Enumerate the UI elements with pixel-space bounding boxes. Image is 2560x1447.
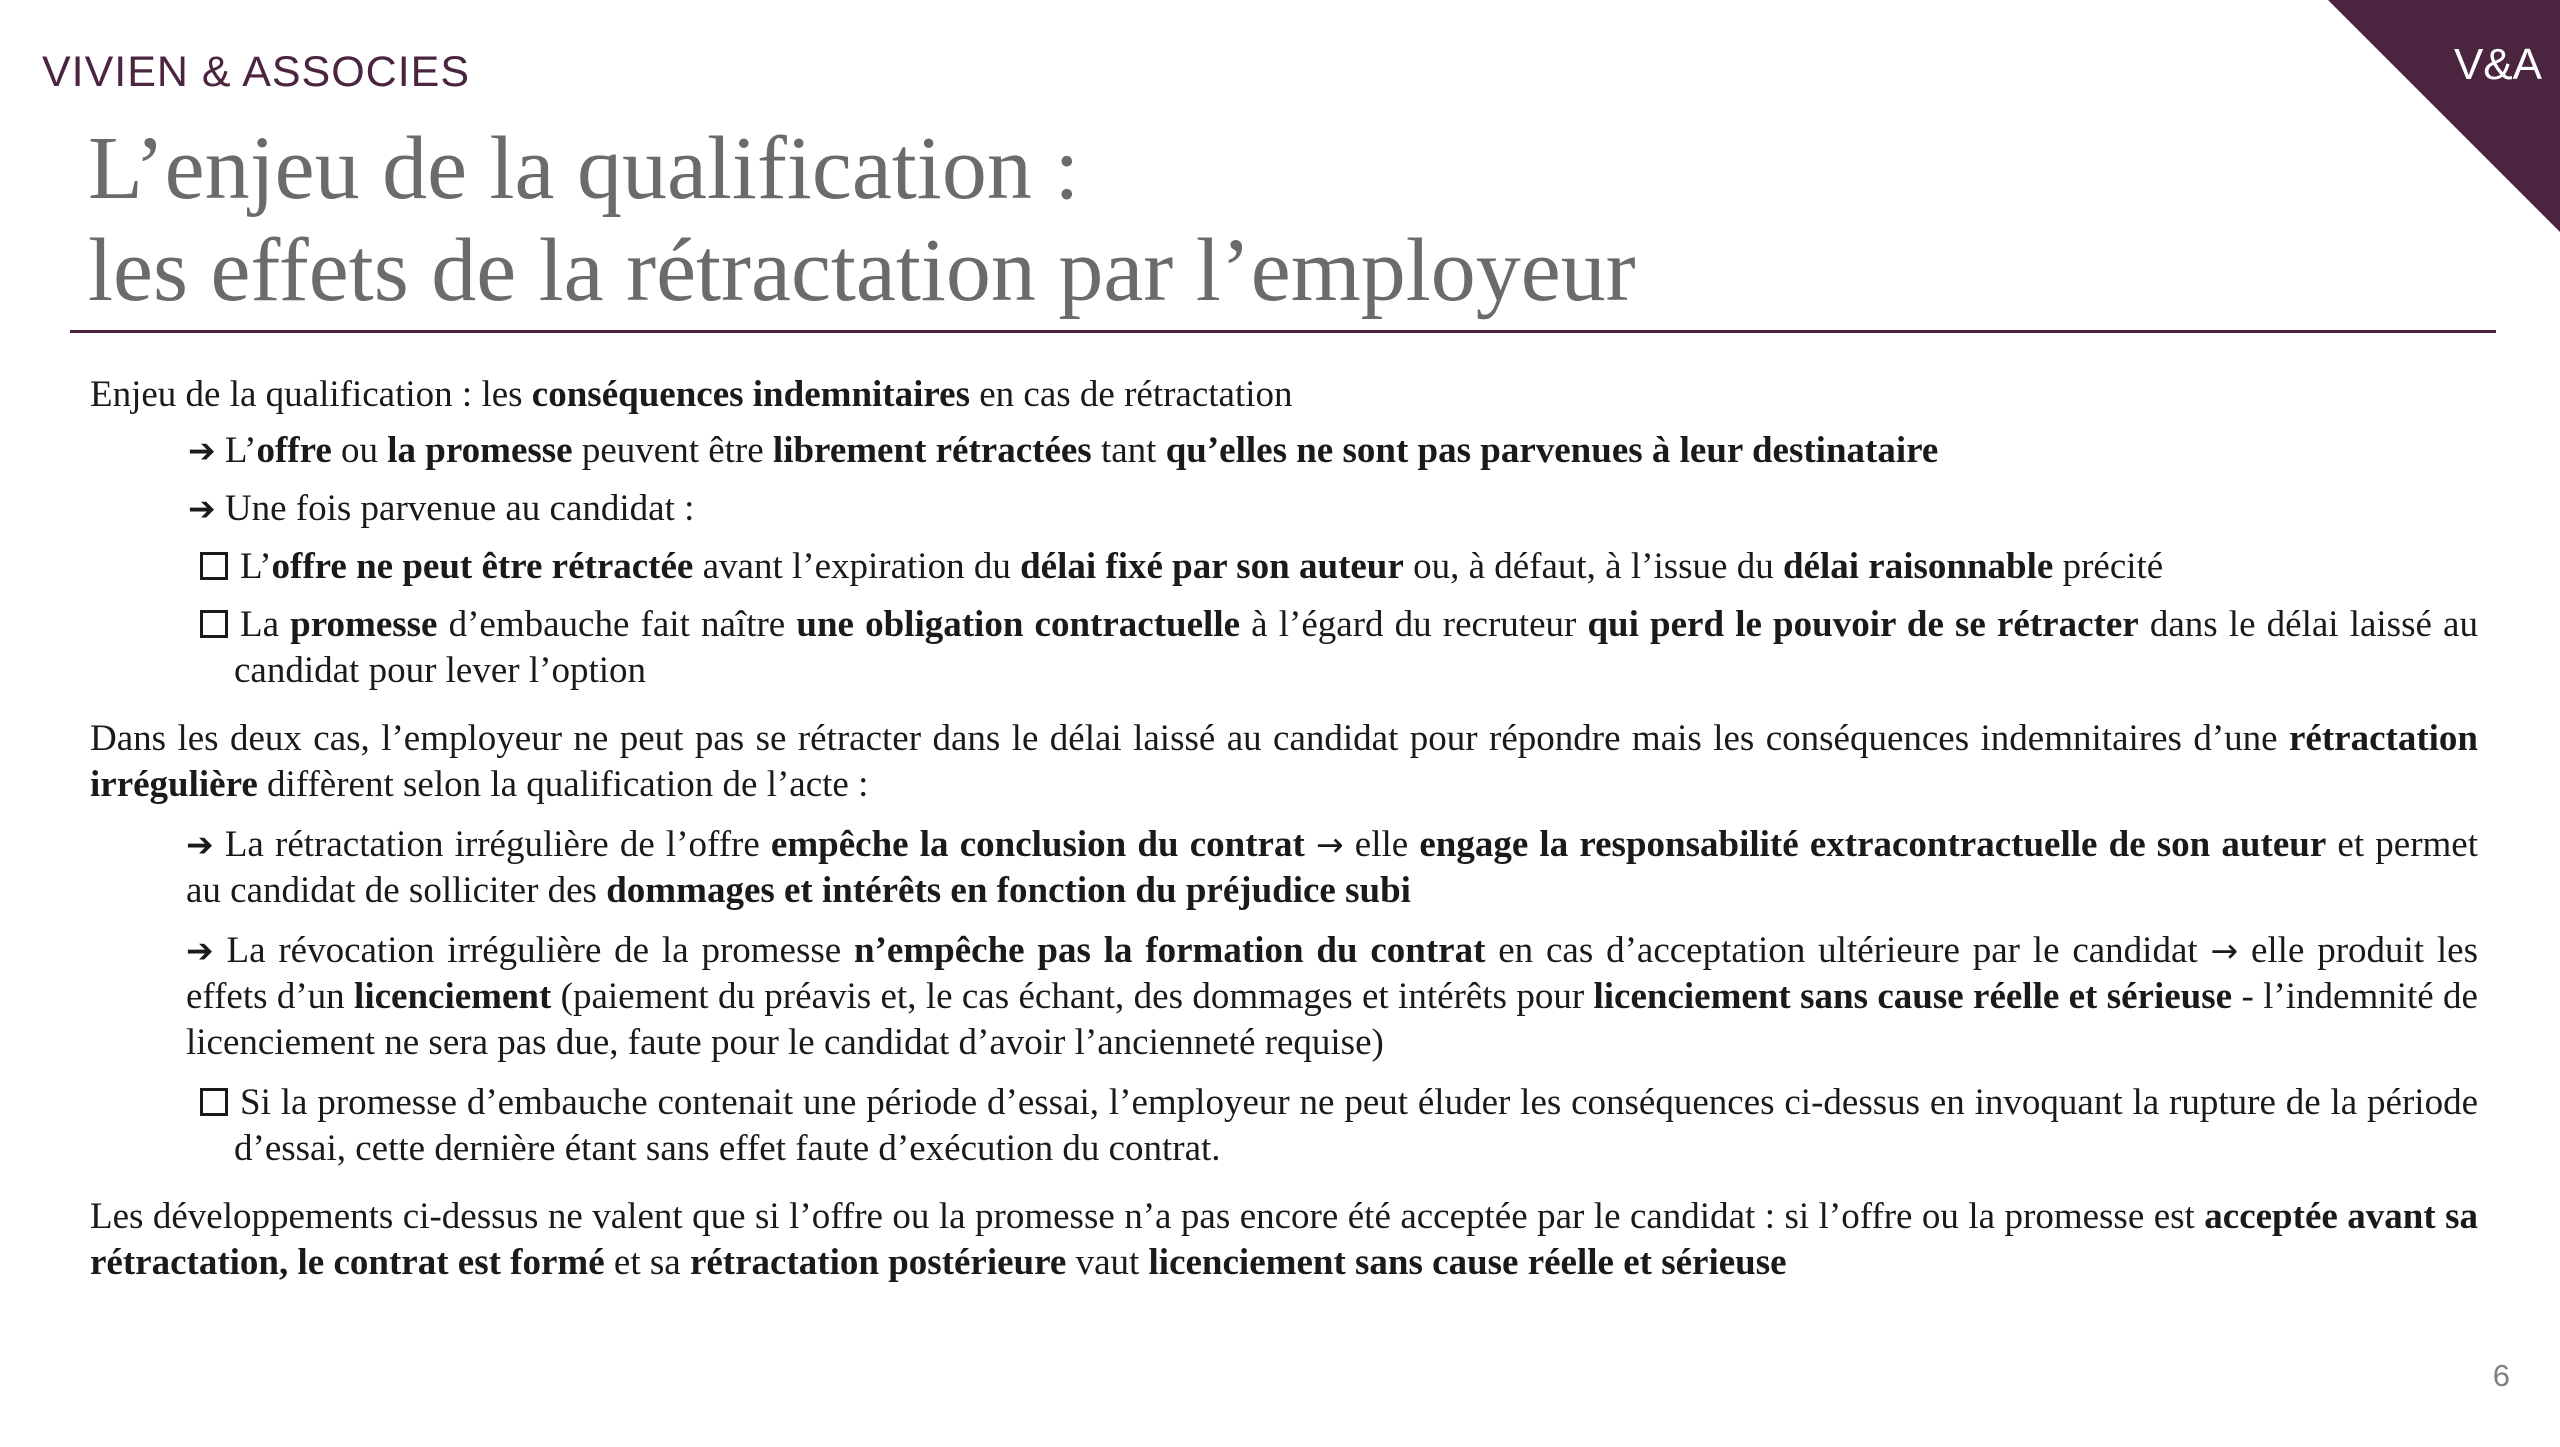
checkbox-bullet-trial-period: Si la promesse d’embauche contenait une période d’essai, l’employeur ne peut éluder les conséquences ci-dessus en invoquant la rupture de la période d’essai, cette dernière étant sans effet faute d’exécution du contrat.: [90, 1080, 2478, 1172]
arrow-bullet-offer-retractable: ➔ L’offre ou la promesse peuvent être librement rétractées tant qu’elles ne sont pas parvenues à leur destinataire: [188, 430, 1939, 471]
slide-body: [90, 372, 2478, 1286]
arrow-icon: ➔: [186, 931, 214, 970]
corner-logo-text: V&A: [2453, 40, 2542, 89]
title-line-1: L’enjeu de la qualification :: [88, 119, 1080, 218]
checkbox-icon: [200, 610, 228, 638]
thin-arrow-icon: →: [2210, 931, 2239, 970]
arrow-bullet-promise-revocation: ➔ La révocation irrégulière de la promesse n’empêche pas la formation du contrat en cas d’acceptation ultérieure par le candidat → elle produit les effets d’un licenciement (paiement du préavis et, le cas échant, des dommages et intérêts pour licenciement sans cause réelle et sérieuse - l’indemnité de licenciement ne sera pas due, faute pour le candidat d’avoir l’ancienneté requise): [186, 930, 2478, 1063]
arrow-bullet-once-received: ➔ Une fois parvenue au candidat :: [188, 488, 695, 529]
checkbox-bullet-promise: La promesse d’embauche fait naître une obligation contractuelle à l’égard du recruteur qui perd le pouvoir de se rétracter dans le délai laissé au candidat pour lever l’option: [90, 602, 2478, 694]
arrow-icon: ➔: [188, 489, 216, 528]
page-number: 6: [2492, 1358, 2510, 1393]
slide-title: [88, 118, 1636, 322]
title-line-2: les effets de la rétractation par l’employeur: [88, 221, 1636, 320]
arrow-icon: ➔: [186, 825, 214, 864]
title-divider: [70, 330, 2496, 333]
intro-paragraph: Enjeu de la qualification : les conséquences indemnitaires en cas de rétractation: [90, 374, 1293, 415]
checkbox-bullet-offer: L’offre ne peut être rétractée avant l’expiration du délai fixé par son auteur ou, à défaut, à l’issue du délai raisonnable précité: [90, 544, 2478, 590]
paragraph-both-cases: Dans les deux cas, l’employeur ne peut pas se rétracter dans le délai laissé au candidat pour répondre mais les conséquences indemnitaires d’une rétractation irrégulière diffèrent selon la qualification de l’acte :: [90, 718, 2478, 805]
checkbox-icon: [200, 552, 228, 580]
thin-arrow-icon: →: [1315, 825, 1344, 864]
corner-triangle: [2328, 0, 2560, 232]
closing-paragraph: Les développements ci-dessus ne valent que si l’offre ou la promesse n’a pas encore été acceptée par le candidat : si l’offre ou la promesse est acceptée avant sa rétractation, le contrat est formé et sa rétractation postérieure vaut licenciement sans cause réelle et sérieuse: [90, 1196, 2479, 1283]
arrow-bullet-offer-irregular: ➔ La rétractation irrégulière de l’offre empêche la conclusion du contrat → elle engage la responsabilité extracontractuelle de son auteur et permet au candidat de solliciter des dommages et intérêts en fonction du préjudice subi: [186, 824, 2479, 911]
brand-logo: VIVIEN & ASSOCIES: [42, 48, 471, 96]
arrow-icon: ➔: [188, 431, 216, 470]
checkbox-icon: [200, 1088, 228, 1116]
